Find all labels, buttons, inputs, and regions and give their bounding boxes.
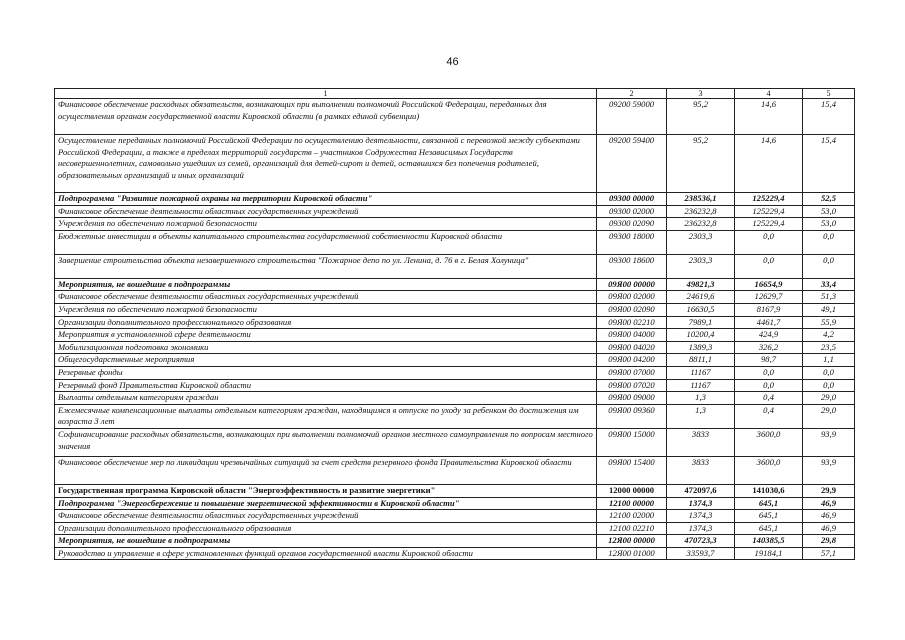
row-code: 09Я00 07020 [597, 379, 667, 392]
header-col-1: 1 [55, 89, 597, 99]
row-description: Мероприятия в установленной сфере деятельности [55, 329, 597, 342]
table-row [55, 497, 855, 510]
row-code: 09300 18000 [597, 230, 667, 254]
row-description: Мероприятия, не вошедшие в подпрограммы [55, 278, 597, 291]
row-executed: 8167,9 [735, 303, 803, 316]
row-percent: 4,2 [803, 329, 855, 342]
row-code: 09300 02090 [597, 218, 667, 231]
row-code: 09Я00 02090 [597, 303, 667, 316]
row-code: 09300 18600 [597, 254, 667, 278]
table-row [55, 354, 855, 367]
row-executed: 12629,7 [735, 291, 803, 304]
table-header-row [55, 89, 855, 99]
row-executed: 0,0 [735, 366, 803, 379]
row-description: Организации дополнительного профессионального образования [55, 522, 597, 535]
table-row [55, 379, 855, 392]
row-executed: 326,2 [735, 341, 803, 354]
row-description: Финансовое обеспечение деятельности областных государственных учреждений [55, 510, 597, 523]
row-percent: 29,9 [803, 484, 855, 497]
row-executed: 645,1 [735, 510, 803, 523]
row-planned: 3833 [667, 428, 735, 456]
table-row [55, 193, 855, 206]
table-row [55, 456, 855, 484]
row-executed: 141030,6 [735, 484, 803, 497]
row-description: Завершение строительства объекта незавершенного строительства "Пожарное депо по ул. Ленина, д. 76 в г. Белая Холуница" [55, 254, 597, 278]
row-planned: 1,3 [667, 404, 735, 428]
row-description: Мероприятия, не вошедшие в подпрограммы [55, 535, 597, 548]
row-code: 09Я00 09000 [597, 392, 667, 405]
table-row [55, 392, 855, 405]
row-executed: 0,0 [735, 254, 803, 278]
table-row [55, 484, 855, 497]
row-executed: 14,6 [735, 99, 803, 135]
row-description: Резервные фонды [55, 366, 597, 379]
table-row [55, 547, 855, 560]
row-executed: 125229,4 [735, 193, 803, 206]
table-row [55, 404, 855, 428]
row-description: Общегосударственные мероприятия [55, 354, 597, 367]
row-code: 09Я00 00000 [597, 278, 667, 291]
row-executed: 125229,4 [735, 218, 803, 231]
table-row [55, 510, 855, 523]
row-percent: 15,4 [803, 99, 855, 135]
header-col-3: 3 [667, 89, 735, 99]
table-row [55, 205, 855, 218]
row-description: Финансовое обеспечение расходных обязательств, возникающих при выполнении полномочий Российской Федерации, переданных для осуществления органам государственной власти Кировской области (в рамках единой субвенции) [55, 99, 597, 135]
table-row [55, 135, 855, 193]
row-description: Учреждения по обеспечению пожарной безопасности [55, 218, 597, 231]
row-executed: 0,4 [735, 392, 803, 405]
table-row [55, 218, 855, 231]
row-executed: 98,7 [735, 354, 803, 367]
row-executed: 125229,4 [735, 205, 803, 218]
row-code: 09Я00 04000 [597, 329, 667, 342]
row-code: 12000 00000 [597, 484, 667, 497]
row-planned: 3833 [667, 456, 735, 484]
row-code: 09Я00 02210 [597, 316, 667, 329]
row-percent: 23,5 [803, 341, 855, 354]
row-executed: 3600,0 [735, 428, 803, 456]
table-row [55, 291, 855, 304]
row-executed: 14,6 [735, 135, 803, 193]
row-code: 09Я00 04200 [597, 354, 667, 367]
table-row [55, 366, 855, 379]
row-planned: 2303,3 [667, 254, 735, 278]
row-code: 09Я00 07000 [597, 366, 667, 379]
row-planned: 33593,7 [667, 547, 735, 560]
row-description: Выплаты отдельным категориям граждан [55, 392, 597, 405]
row-executed: 16654,9 [735, 278, 803, 291]
row-code: 12100 02210 [597, 522, 667, 535]
row-description: Государственная программа Кировской области "Энергоэффективность и развитие энергетики" [55, 484, 597, 497]
row-percent: 55,9 [803, 316, 855, 329]
table-row [55, 254, 855, 278]
row-description: Подпрограмма "Энергосбережение и повышение энергетической эффективности в Кировской области" [55, 497, 597, 510]
row-planned: 238536,1 [667, 193, 735, 206]
row-planned: 1374,3 [667, 497, 735, 510]
row-percent: 29,8 [803, 535, 855, 548]
row-code: 12100 00000 [597, 497, 667, 510]
row-percent: 53,0 [803, 218, 855, 231]
row-planned: 472097,6 [667, 484, 735, 497]
table-row [55, 428, 855, 456]
row-description: Организации дополнительного профессионального образования [55, 316, 597, 329]
row-percent: 93,9 [803, 456, 855, 484]
row-code: 09Я00 04020 [597, 341, 667, 354]
table-row [55, 316, 855, 329]
row-executed: 0,0 [735, 379, 803, 392]
row-code: 09200 59000 [597, 99, 667, 135]
row-percent: 46,9 [803, 522, 855, 535]
header-col-4: 4 [735, 89, 803, 99]
row-planned: 95,2 [667, 99, 735, 135]
row-planned: 10200,4 [667, 329, 735, 342]
row-code: 09Я00 09360 [597, 404, 667, 428]
row-planned: 1,3 [667, 392, 735, 405]
row-planned: 2303,3 [667, 230, 735, 254]
row-description: Финансовое обеспечение мер по ликвидации чрезвычайных ситуаций за счет средств резервного фонда Правительства Кировской области [55, 456, 597, 484]
table-row [55, 535, 855, 548]
row-percent: 0,0 [803, 366, 855, 379]
row-executed: 645,1 [735, 497, 803, 510]
row-description: Финансовое обеспечение деятельности областных государственных учреждений [55, 205, 597, 218]
row-description: Резервный фонд Правительства Кировской области [55, 379, 597, 392]
table-row [55, 329, 855, 342]
row-executed: 0,4 [735, 404, 803, 428]
row-percent: 0,0 [803, 254, 855, 278]
row-description: Бюджетные инвестиции в объекты капитального строительства государственной собственности Кировской области [55, 230, 597, 254]
row-planned: 236232,8 [667, 218, 735, 231]
row-executed: 3600,0 [735, 456, 803, 484]
row-code: 09Я00 02000 [597, 291, 667, 304]
table-row [55, 230, 855, 254]
row-code: 09200 59400 [597, 135, 667, 193]
row-percent: 93,9 [803, 428, 855, 456]
row-description: Подпрограмма "Развитие пожарной охраны на территории Кировской области" [55, 193, 597, 206]
row-executed: 140385,5 [735, 535, 803, 548]
row-code: 12Я00 01000 [597, 547, 667, 560]
row-executed: 645,1 [735, 522, 803, 535]
row-percent: 1,1 [803, 354, 855, 367]
row-percent: 46,9 [803, 497, 855, 510]
header-col-2: 2 [597, 89, 667, 99]
row-executed: 4461,7 [735, 316, 803, 329]
row-percent: 0,0 [803, 230, 855, 254]
row-code: 12Я00 00000 [597, 535, 667, 548]
row-percent: 57,1 [803, 547, 855, 560]
row-planned: 16630,5 [667, 303, 735, 316]
row-planned: 1389,3 [667, 341, 735, 354]
row-executed: 19184,1 [735, 547, 803, 560]
row-planned: 49821,3 [667, 278, 735, 291]
row-percent: 15,4 [803, 135, 855, 193]
row-description: Софинансирование расходных обязательств, возникающих при выполнении полномочий органов местного самоуправления по вопросам местного значения [55, 428, 597, 456]
row-percent: 52,5 [803, 193, 855, 206]
row-planned: 7989,1 [667, 316, 735, 329]
row-description: Финансовое обеспечение деятельности областных государственных учреждений [55, 291, 597, 304]
row-percent: 29,0 [803, 392, 855, 405]
row-description: Ежемесячные компенсационные выплаты отдельным категориям граждан, находящимся в отпуске по уходу за ребенком до достижения им возраста 3 лет [55, 404, 597, 428]
row-planned: 95,2 [667, 135, 735, 193]
row-percent: 33,4 [803, 278, 855, 291]
row-description: Учреждения по обеспечению пожарной безопасности [55, 303, 597, 316]
table-row [55, 99, 855, 135]
page-number: 46 [446, 56, 459, 68]
row-planned: 236232,8 [667, 205, 735, 218]
row-code: 09Я00 15400 [597, 456, 667, 484]
row-planned: 24619,6 [667, 291, 735, 304]
table-row [55, 341, 855, 354]
row-planned: 11167 [667, 379, 735, 392]
header-col-5: 5 [803, 89, 855, 99]
budget-table [54, 88, 855, 560]
row-description: Руководство и управление в сфере установленных функций органов государственной власти Кировской области [55, 547, 597, 560]
row-percent: 49,1 [803, 303, 855, 316]
table-row [55, 303, 855, 316]
row-executed: 0,0 [735, 230, 803, 254]
row-percent: 46,9 [803, 510, 855, 523]
table-row [55, 522, 855, 535]
row-code: 09300 00000 [597, 193, 667, 206]
row-percent: 53,0 [803, 205, 855, 218]
row-executed: 424,9 [735, 329, 803, 342]
row-planned: 470723,3 [667, 535, 735, 548]
row-planned: 1374,3 [667, 522, 735, 535]
row-planned: 1374,3 [667, 510, 735, 523]
row-planned: 8811,1 [667, 354, 735, 367]
row-code: 09Я00 15000 [597, 428, 667, 456]
row-percent: 51,3 [803, 291, 855, 304]
row-planned: 11167 [667, 366, 735, 379]
row-percent: 29,0 [803, 404, 855, 428]
row-description: Мобилизационная подготовка экономики [55, 341, 597, 354]
row-description: Осуществление переданных полномочий Российской Федерации по осуществлению деятельности, связанной с перевозкой между субъектами Российской Федерации, а также в пределах территорий государств – участников Содружества Независимых Государств несовершеннолетних, самовольно ушедших из семей, организаций для детей-сирот и детей, оставшихся без попечения родителей, образовательных организаций и иных организаций [55, 135, 597, 193]
row-percent: 0,0 [803, 379, 855, 392]
row-code: 12100 02000 [597, 510, 667, 523]
row-code: 09300 02000 [597, 205, 667, 218]
table-row [55, 278, 855, 291]
